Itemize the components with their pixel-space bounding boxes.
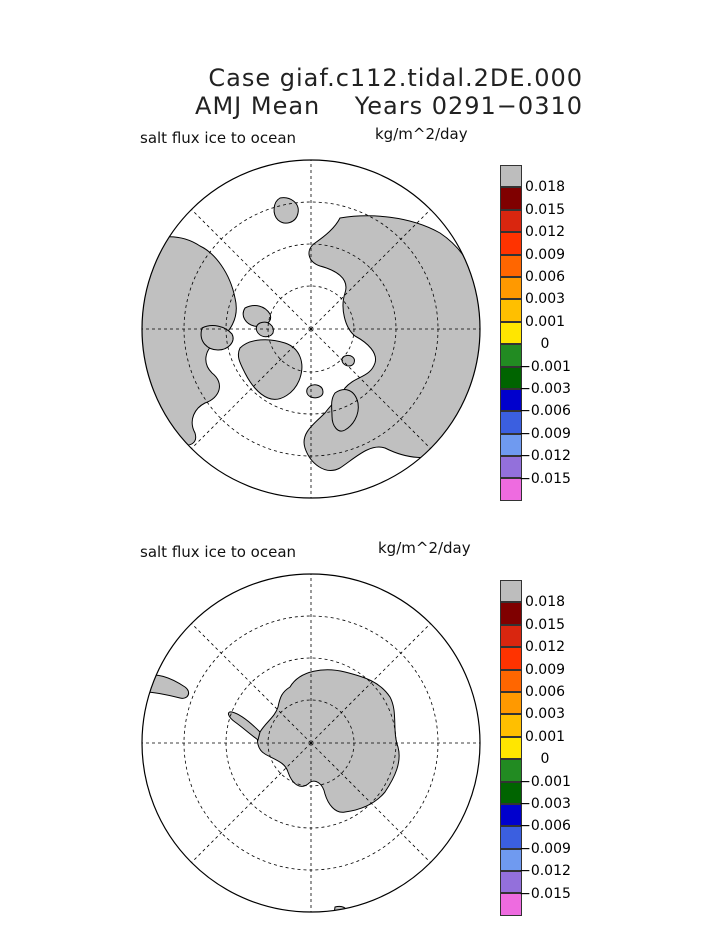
colorbar-tick-label: 0.012 — [524, 224, 566, 241]
colorbar-tick-label: 0.009 — [524, 661, 566, 678]
units-label-south: kg/m^2/day — [378, 539, 471, 557]
units-label-north: kg/m^2/day — [375, 125, 468, 143]
colorbar-tick-label: 0 — [540, 336, 550, 353]
arctic-island-2 — [256, 322, 273, 337]
variable-label-north: salt flux ice to ocean — [140, 129, 297, 147]
colorbar-tick-label: 0.015 — [524, 201, 566, 218]
colorbar-tick-label: −0.009 — [519, 840, 571, 857]
colorbar-tick-label: 0.006 — [524, 269, 566, 285]
case-title: Case giaf.c112.tidal.2DE.000 — [208, 64, 583, 92]
colorbar-tick-label: 0.001 — [524, 313, 566, 330]
south-polar-map — [140, 572, 482, 914]
colorbar-tick-label: −0.003 — [519, 381, 571, 397]
colorbar-tick-label: 0.001 — [524, 728, 566, 745]
north-polar-map — [140, 158, 482, 500]
colorbar-tick-label: 0.009 — [524, 246, 566, 263]
colorbar-tick-label: 0.003 — [524, 706, 566, 723]
variable-label-south: salt flux ice to ocean — [140, 543, 297, 561]
colorbar-tick-label: 0 — [540, 751, 550, 768]
alaska-landmass — [274, 198, 298, 223]
colorbar-tick-label: −0.009 — [519, 425, 571, 442]
colorbar-tick-label: −0.001 — [519, 773, 571, 790]
colorbar-tick-label: −0.006 — [519, 403, 571, 420]
colorbar-tick-label: −0.012 — [519, 863, 571, 880]
colorbar-tick-label: 0.018 — [524, 179, 566, 196]
iceland — [307, 385, 323, 398]
colorbar-tick-label: 0.015 — [524, 616, 566, 633]
colorbar-tick-label: 0.006 — [524, 684, 566, 700]
colorbar-tick-label: −0.015 — [519, 885, 571, 902]
colorbar-tick-label: 0.012 — [524, 639, 566, 656]
colorbar-tick-label: −0.012 — [519, 448, 571, 465]
colorbar-tick-label: 0.003 — [524, 291, 566, 308]
colorbar-tick-label: −0.001 — [519, 358, 571, 375]
period-title: AMJ Mean Years 0291−0310 — [195, 92, 583, 120]
colorbar-tick-label: 0.018 — [524, 594, 566, 611]
colorbar-tick-label: −0.015 — [519, 470, 571, 487]
colorbar-tick-label: −0.006 — [519, 818, 571, 835]
colorbar-tick-label: −0.003 — [519, 796, 571, 812]
